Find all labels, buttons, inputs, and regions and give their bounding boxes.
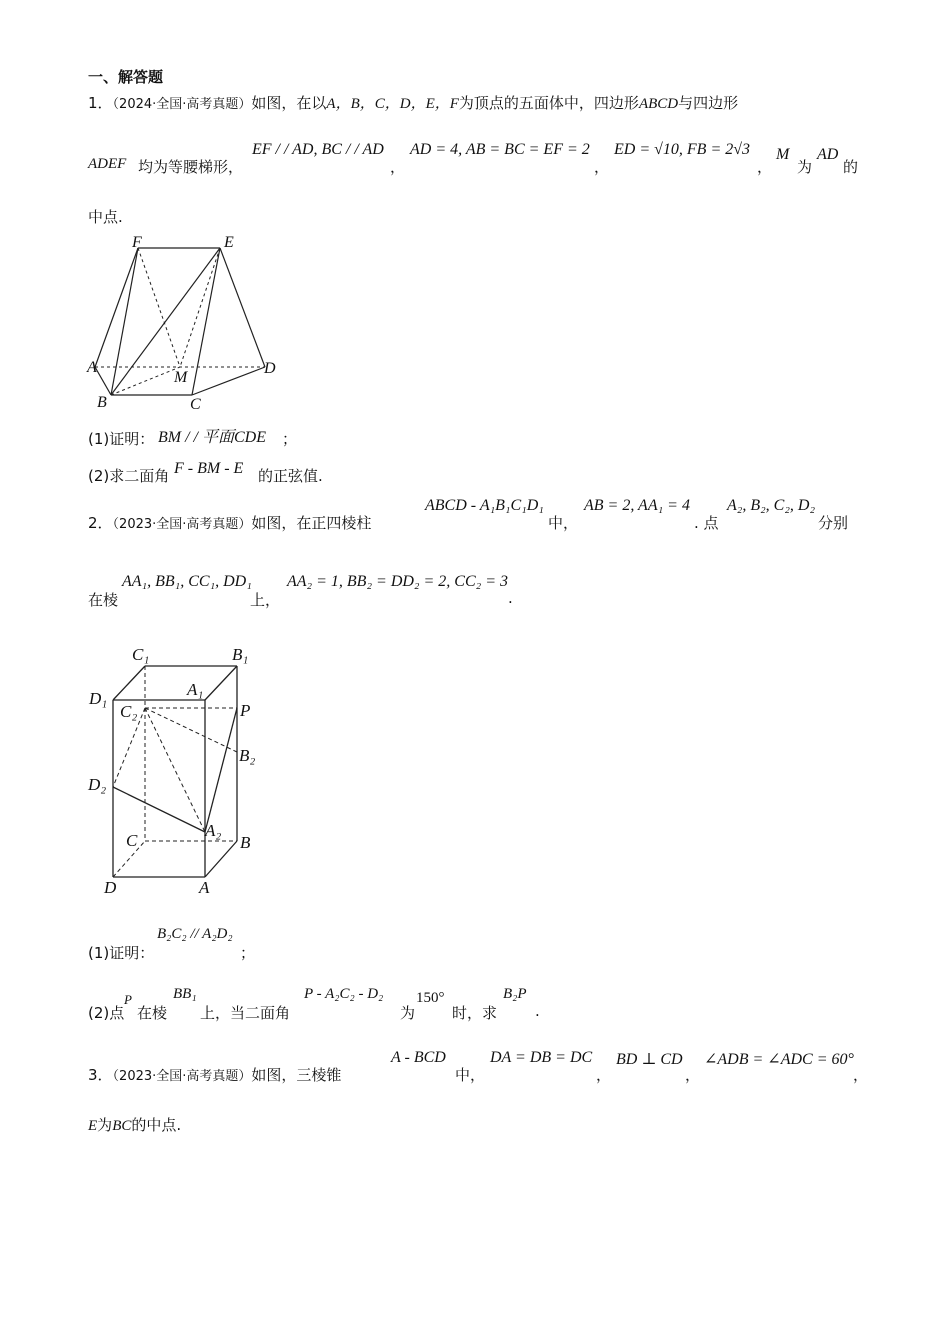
q2-part2-prefix: (2)点 xyxy=(88,1004,125,1022)
q2-text: . 点 xyxy=(694,514,719,532)
q2-line1 xyxy=(88,512,371,533)
edge-d1c1 xyxy=(113,666,145,700)
q1-cond-lengths: AD = 4, AB = BC = EF = 2 xyxy=(410,141,590,158)
q3-number: 3． xyxy=(88,1066,113,1084)
q2-text: 为 xyxy=(400,1004,416,1022)
q1-text: 均为等腰梯形， xyxy=(138,158,244,176)
edge-c2b2-hidden xyxy=(145,708,237,752)
edge-em-hidden xyxy=(180,248,220,367)
q3-comma: ， xyxy=(853,1066,869,1084)
q2-prism: ABCD - A₁B₁C₁D₁ xyxy=(425,497,544,514)
q2-part2-p: P xyxy=(124,992,132,1007)
edge-ab xyxy=(95,367,111,395)
label-c: C xyxy=(190,396,201,413)
edge-b1a1 xyxy=(205,666,237,700)
q1-text: 为顶点的五面体中，四边形 xyxy=(458,94,639,112)
q2-text: 上， xyxy=(250,591,281,609)
label-a1: A₁ xyxy=(187,680,204,699)
q3-comma: ， xyxy=(596,1066,612,1084)
q1-comma: ， xyxy=(757,158,773,176)
q1-part2-prefix: (2)求二面角 xyxy=(88,467,170,485)
edge-cd xyxy=(192,367,265,395)
q2-source: （2023·全国·高考真题） xyxy=(112,517,252,532)
label-b: B xyxy=(97,394,107,411)
q2-text: 中， xyxy=(548,514,579,532)
q3-bc: BC xyxy=(112,1118,132,1134)
q2-points: A₂, B₂, C₂, D₂ xyxy=(727,497,816,514)
q2-part2-bb1: BB₁ xyxy=(173,986,197,1002)
section-title: 一、解答题 xyxy=(88,68,164,86)
q1-cond-parallel: EF / / AD, BC / / AD xyxy=(252,141,384,158)
q1-text: 为 xyxy=(797,158,813,176)
q1-part1-prefix: (1)证明： xyxy=(88,430,155,448)
q1-cond-roots: ED = √10, FB = 2√3 xyxy=(614,141,751,158)
edge-ed xyxy=(220,248,265,367)
q1-part1 xyxy=(88,428,154,449)
q2-part2-angle: 150° xyxy=(416,990,445,1006)
q2-text: 在棱 xyxy=(137,1004,168,1022)
edge-d2a2 xyxy=(113,787,205,832)
label-d1: D₁ xyxy=(89,689,108,708)
q1-figure xyxy=(80,230,300,415)
label-b: B xyxy=(240,833,251,852)
q1-text: 的 xyxy=(843,158,859,176)
label-d2: D₂ xyxy=(88,775,107,794)
q2-text: 分别 xyxy=(818,514,849,532)
q2-part1-end: ； xyxy=(240,944,256,962)
edge-fa xyxy=(95,248,138,367)
q3-text: 的中点. xyxy=(131,1116,182,1134)
q2-part1-math: B₂C₂ // A₂D₂ xyxy=(157,926,233,942)
q1-m: M xyxy=(776,146,790,163)
q3-source: （2023·全国·高考真题） xyxy=(112,1069,252,1084)
q3-text: 如图，三棱锥 xyxy=(251,1066,342,1084)
q1-text: 与四边形 xyxy=(678,94,739,112)
q1-part2-math: F - BM - E xyxy=(174,460,244,477)
edge-a2p xyxy=(205,708,237,832)
q1-part1-end: ； xyxy=(282,430,298,448)
q2-text: 在棱 xyxy=(88,591,119,609)
label-a: A xyxy=(199,878,210,897)
q1-text: 如图，在以 xyxy=(251,94,327,112)
q2-part2-dihedral: P - A₂C₂ - D₂ xyxy=(304,986,384,1002)
label-d: D xyxy=(104,878,117,897)
label-p: P xyxy=(240,701,251,720)
q3-e: E xyxy=(88,1118,98,1134)
q3-line1 xyxy=(88,1064,341,1085)
q3-cond3: ∠ADB = ∠ADC = 60° xyxy=(704,1051,854,1068)
q2-cond1: AB = 2, AA₁ = 4 xyxy=(584,497,690,514)
q1-vertices: A，B，C，D，E，F xyxy=(326,96,459,112)
q3-text: 中， xyxy=(455,1066,486,1084)
q2-number: 2． xyxy=(88,514,113,532)
label-e: E xyxy=(224,234,234,251)
q1-part2-end: 的正弦值. xyxy=(258,467,323,485)
q2-edges: AA₁, BB₁, CC₁, DD₁ xyxy=(122,573,252,590)
q1-adef: ADEF xyxy=(88,156,127,172)
q2-figure xyxy=(82,640,272,902)
q1-source: （2024·全国·高考真题） xyxy=(112,97,252,112)
label-a2: A₂ xyxy=(205,821,222,840)
q1-comma: ， xyxy=(390,158,406,176)
edge-ec xyxy=(192,248,220,395)
q1-abcd: ABCD xyxy=(638,96,679,112)
q2-text: 如图，在正四棱柱 xyxy=(251,514,372,532)
label-d: D xyxy=(264,360,276,377)
q2-cond2: AA₂ = 1, BB₂ = DD₂ = 2, CC₂ = 3 xyxy=(287,573,508,590)
q2-part2-b2p: B₂P xyxy=(503,986,527,1002)
label-m: M xyxy=(174,369,188,386)
q1-line1 xyxy=(88,92,738,113)
q2-part2-end: . xyxy=(535,1002,540,1020)
edge-c2a2-hidden xyxy=(145,708,205,832)
label-f: F xyxy=(132,234,142,251)
q2-text: 上，当二面角 xyxy=(200,1004,291,1022)
edge-fb xyxy=(111,248,138,395)
q3-text: 为 xyxy=(97,1116,113,1134)
label-c: C xyxy=(126,831,138,850)
q2-period: . xyxy=(508,589,513,607)
q1-text: 中点. xyxy=(88,208,123,226)
q3-cond1: DA = DB = DC xyxy=(490,1049,593,1066)
label-c1: C₁ xyxy=(132,645,150,664)
label-b1: B₁ xyxy=(232,645,249,664)
edge-ab xyxy=(205,841,237,877)
label-c2: C₂ xyxy=(120,702,138,721)
edge-eb xyxy=(111,248,220,395)
q2-text: 时，求 xyxy=(452,1004,498,1022)
q1-comma: ， xyxy=(594,158,610,176)
q3-line2 xyxy=(88,1114,181,1135)
label-a: A xyxy=(87,359,97,376)
q3-comma: ， xyxy=(685,1066,701,1084)
q1-number: 1． xyxy=(88,94,113,112)
label-b2: B₂ xyxy=(239,746,256,765)
q1-part1-math: BM / / 平面CDE xyxy=(158,429,266,446)
q1-ad: AD xyxy=(817,146,839,163)
q3-cond2: BD ⊥ CD xyxy=(616,1051,683,1068)
q2-part1-prefix: (1)证明： xyxy=(88,944,155,962)
q3-pyramid: A - BCD xyxy=(391,1049,446,1066)
